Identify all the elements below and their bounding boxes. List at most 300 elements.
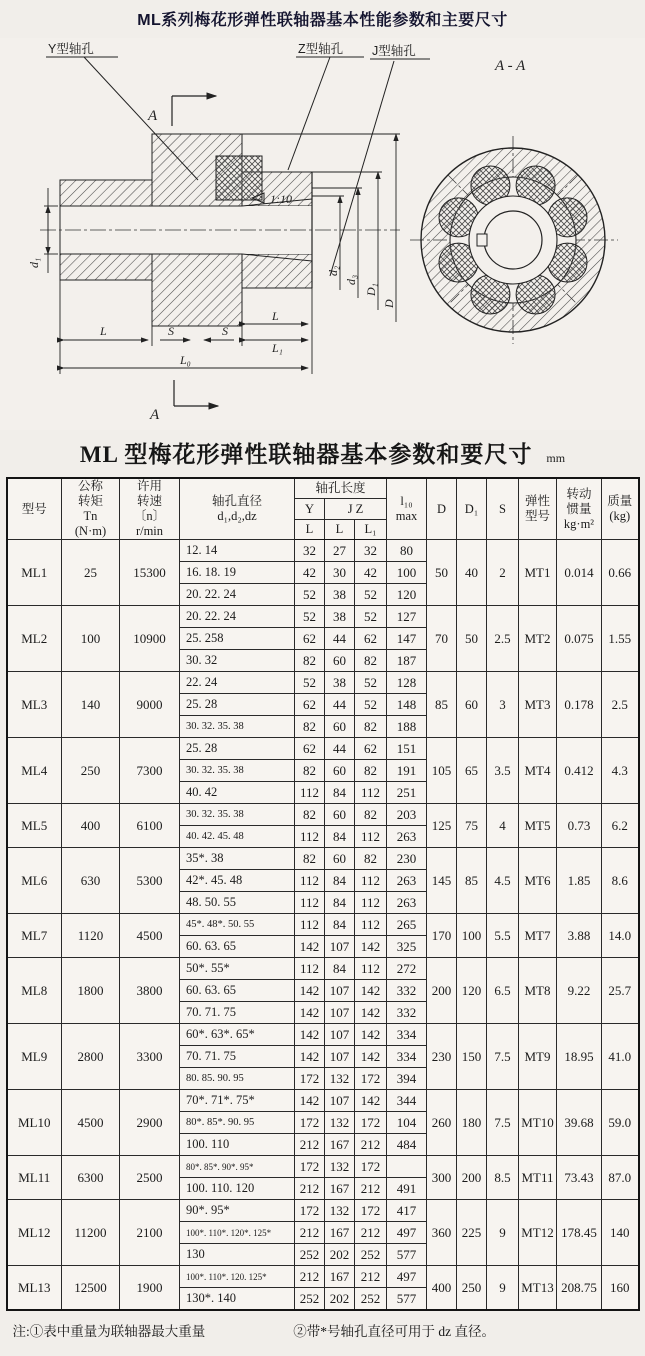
cell-bore-diameters: 80*. 85*. 90. 95 [180, 1112, 295, 1134]
cell-length-j: 44 [325, 628, 355, 650]
cell-bore-diameters: 70. 71. 75 [180, 1046, 295, 1068]
cell-speed: 2900 [120, 1090, 180, 1156]
cell-length-j: 27 [325, 540, 355, 562]
col-bore-length: 轴孔长度 [295, 478, 387, 499]
cell-length-y: 42 [295, 562, 325, 584]
cell-D1: 60 [457, 672, 487, 738]
cell-D: 85 [427, 672, 457, 738]
cell-D1: 250 [457, 1266, 487, 1311]
cell-mass: 2.5 [602, 672, 639, 738]
cell-torque: 25 [62, 540, 120, 606]
cell-torque: 100 [62, 606, 120, 672]
cell-S: 3 [487, 672, 519, 738]
cell-S: 2 [487, 540, 519, 606]
col-S: S [487, 478, 519, 540]
table-row [7, 1090, 639, 1112]
cell-length-j: 84 [325, 892, 355, 914]
cell-l10-max: 263 [387, 892, 427, 914]
cell-l10-max: 272 [387, 958, 427, 980]
table-row [7, 1024, 639, 1046]
cell-speed: 15300 [120, 540, 180, 606]
cell-length-z: 112 [355, 782, 387, 804]
cell-l10-max: 128 [387, 672, 427, 694]
cell-length-y: 172 [295, 1068, 325, 1090]
cell-bore-diameters: 100*. 110*. 120. 125* [180, 1266, 295, 1288]
cell-D1: 200 [457, 1156, 487, 1200]
taper-label: 1:10 [270, 192, 292, 206]
cell-D: 200 [427, 958, 457, 1024]
cell-speed: 5300 [120, 848, 180, 914]
cell-D: 125 [427, 804, 457, 848]
cell-mass: 59.0 [602, 1090, 639, 1156]
spec-table [6, 477, 640, 1311]
table-row [7, 1156, 639, 1178]
cell-S: 8.5 [487, 1156, 519, 1200]
dim-d2: d₂ [326, 265, 340, 276]
cell-length-y: 212 [295, 1222, 325, 1244]
cell-bore-diameters: 90*. 95* [180, 1200, 295, 1222]
cell-length-j: 60 [325, 716, 355, 738]
cell-l10-max: 491 [387, 1178, 427, 1200]
cell-S: 9 [487, 1266, 519, 1311]
cell-model: ML12 [7, 1200, 62, 1266]
cell-torque: 11200 [62, 1200, 120, 1266]
table-body [7, 540, 639, 1311]
cell-model: ML11 [7, 1156, 62, 1200]
col-len-j: L [325, 519, 355, 539]
cell-D: 360 [427, 1200, 457, 1266]
cell-length-j: 84 [325, 914, 355, 936]
cell-length-j: 44 [325, 738, 355, 760]
dim-L-left: L [100, 324, 107, 338]
cell-model: ML9 [7, 1024, 62, 1090]
cell-inertia: 0.412 [557, 738, 602, 804]
cell-D1: 40 [457, 540, 487, 606]
cell-length-y: 112 [295, 892, 325, 914]
cell-bore-diameters: 12. 14 [180, 540, 295, 562]
cell-bore-diameters: 80*. 85*. 90*. 95* [180, 1156, 295, 1178]
footnote-2: ②带*号轴孔直径可用于 dz 直径。 [293, 1324, 496, 1339]
cell-l10-max: 325 [387, 936, 427, 958]
cell-bore-diameters: 60*. 63*. 65* [180, 1024, 295, 1046]
footnote [13, 1320, 633, 1340]
cell-l10-max: 151 [387, 738, 427, 760]
cell-length-y: 142 [295, 1046, 325, 1068]
cell-bore-diameters: 100. 110. 120 [180, 1178, 295, 1200]
cell-length-z: 82 [355, 848, 387, 870]
col-torque: 公称 转矩 Tn (N·m) [62, 478, 120, 540]
cell-D: 170 [427, 914, 457, 958]
cell-length-y: 142 [295, 1090, 325, 1112]
cell-length-z: 62 [355, 628, 387, 650]
cell-bore-diameters: 70. 71. 75 [180, 1002, 295, 1024]
cell-length-z: 252 [355, 1288, 387, 1311]
cell-model: ML10 [7, 1090, 62, 1156]
cell-length-y: 212 [295, 1178, 325, 1200]
table-row [7, 1266, 639, 1288]
cell-elastic-model: MT13 [519, 1266, 557, 1311]
table-row [7, 958, 639, 980]
coupling-section-view [40, 134, 400, 326]
cell-inertia: 0.075 [557, 606, 602, 672]
cell-length-y: 112 [295, 958, 325, 980]
cell-length-z: 52 [355, 584, 387, 606]
cell-length-y: 212 [295, 1266, 325, 1288]
col-len-z: L₁ [355, 519, 387, 539]
elastic-spider-section [216, 156, 262, 200]
cell-length-z: 62 [355, 738, 387, 760]
cell-length-y: 142 [295, 936, 325, 958]
cell-length-y: 172 [295, 1112, 325, 1134]
cell-inertia: 0.014 [557, 540, 602, 606]
cell-length-y: 82 [295, 848, 325, 870]
cell-elastic-model: MT5 [519, 804, 557, 848]
cell-model: ML6 [7, 848, 62, 914]
cell-l10-max: 104 [387, 1112, 427, 1134]
cell-length-y: 82 [295, 760, 325, 782]
table-row [7, 1200, 639, 1222]
y-bore-label: Y型轴孔 [48, 42, 94, 56]
cell-length-j: 202 [325, 1288, 355, 1311]
cell-length-j: 167 [325, 1134, 355, 1156]
keyway [477, 234, 487, 246]
col-D: D [427, 478, 457, 540]
cell-length-y: 82 [295, 650, 325, 672]
cell-length-z: 142 [355, 1090, 387, 1112]
cell-elastic-model: MT3 [519, 672, 557, 738]
cell-S: 2.5 [487, 606, 519, 672]
cell-length-z: 32 [355, 540, 387, 562]
cell-bore-diameters: 25. 258 [180, 628, 295, 650]
cell-speed: 9000 [120, 672, 180, 738]
cell-l10-max: 120 [387, 584, 427, 606]
cell-l10-max: 80 [387, 540, 427, 562]
cell-mass: 1.55 [602, 606, 639, 672]
cell-length-z: 142 [355, 980, 387, 1002]
cell-inertia: 9.22 [557, 958, 602, 1024]
cell-bore-diameters: 48. 50. 55 [180, 892, 295, 914]
section-aa-title: A - A [495, 58, 526, 74]
cell-D: 105 [427, 738, 457, 804]
cell-l10-max: 251 [387, 782, 427, 804]
cell-mass: 0.66 [602, 540, 639, 606]
table-row [7, 914, 639, 936]
cell-D1: 120 [457, 958, 487, 1024]
cell-bore-diameters: 25. 28 [180, 738, 295, 760]
cell-bore-diameters: 40. 42 [180, 782, 295, 804]
cell-l10-max: 265 [387, 914, 427, 936]
cell-length-z: 82 [355, 760, 387, 782]
cell-speed: 7300 [120, 738, 180, 804]
col-bore-diameter: 轴孔直径 d₁,d₂,dz [180, 478, 295, 540]
cell-D1: 50 [457, 606, 487, 672]
cell-S: 4.5 [487, 848, 519, 914]
cell-length-z: 212 [355, 1178, 387, 1200]
cell-length-y: 252 [295, 1244, 325, 1266]
cell-length-z: 112 [355, 892, 387, 914]
cell-bore-diameters: 20. 22. 24 [180, 584, 295, 606]
cell-l10-max: 263 [387, 870, 427, 892]
dim-d1: d₁ [27, 257, 41, 268]
col-inertia: 转动 惯量 kg·m² [557, 478, 602, 540]
cell-length-y: 212 [295, 1134, 325, 1156]
technical-drawing [0, 38, 645, 430]
cell-length-y: 142 [295, 1024, 325, 1046]
cell-mass: 87.0 [602, 1156, 639, 1200]
cell-speed: 3300 [120, 1024, 180, 1090]
cell-torque: 4500 [62, 1090, 120, 1156]
col-D1: D₁ [457, 478, 487, 540]
col-mass: 质量 (kg) [602, 478, 639, 540]
table-row [7, 848, 639, 870]
cell-length-y: 62 [295, 738, 325, 760]
cell-model: ML2 [7, 606, 62, 672]
cell-length-j: 167 [325, 1178, 355, 1200]
j-bore-label: J型轴孔 [372, 44, 416, 58]
cell-length-j: 84 [325, 826, 355, 848]
cell-l10-max: 332 [387, 980, 427, 1002]
cell-S: 4 [487, 804, 519, 848]
cell-model: ML13 [7, 1266, 62, 1311]
cell-mass: 25.7 [602, 958, 639, 1024]
cell-torque: 140 [62, 672, 120, 738]
cell-bore-diameters: 60. 63. 65 [180, 936, 295, 958]
cell-inertia: 0.178 [557, 672, 602, 738]
cell-inertia: 3.88 [557, 914, 602, 958]
cell-speed: 6100 [120, 804, 180, 848]
footnote-1: 注:①表中重量为联轴器最大重量 [12, 1324, 206, 1339]
cell-length-j: 132 [325, 1112, 355, 1134]
col-y: Y [295, 499, 325, 519]
cell-S: 7.5 [487, 1090, 519, 1156]
cell-mass: 140 [602, 1200, 639, 1266]
cell-length-j: 107 [325, 1046, 355, 1068]
table-title-row [0, 436, 645, 469]
cell-S: 6.5 [487, 958, 519, 1024]
cell-bore-diameters: 130 [180, 1244, 295, 1266]
cell-length-j: 44 [325, 694, 355, 716]
cell-bore-diameters: 30. 32. 35. 38 [180, 760, 295, 782]
cell-D1: 225 [457, 1200, 487, 1266]
cell-length-z: 52 [355, 606, 387, 628]
cell-length-y: 52 [295, 606, 325, 628]
cell-speed: 1900 [120, 1266, 180, 1311]
cell-l10-max: 147 [387, 628, 427, 650]
cell-elastic-model: MT7 [519, 914, 557, 958]
cell-length-y: 112 [295, 782, 325, 804]
cell-length-y: 142 [295, 980, 325, 1002]
cell-l10-max: 332 [387, 1002, 427, 1024]
cell-speed: 2100 [120, 1200, 180, 1266]
page-title: ML系列梅花形弹性联轴器基本性能参数和主要尺寸 [137, 12, 508, 29]
cell-inertia: 0.73 [557, 804, 602, 848]
cell-length-y: 172 [295, 1200, 325, 1222]
cell-torque: 12500 [62, 1266, 120, 1311]
cell-length-z: 142 [355, 1046, 387, 1068]
table-row [7, 606, 639, 628]
cell-length-j: 167 [325, 1222, 355, 1244]
cell-elastic-model: MT11 [519, 1156, 557, 1200]
cell-D1: 65 [457, 738, 487, 804]
table-header [7, 478, 639, 540]
cell-length-j: 60 [325, 804, 355, 826]
cell-length-j: 38 [325, 672, 355, 694]
cell-l10-max: 203 [387, 804, 427, 826]
cell-torque: 2800 [62, 1024, 120, 1090]
col-len-y: L [295, 519, 325, 539]
cell-D: 230 [427, 1024, 457, 1090]
cell-D: 400 [427, 1266, 457, 1311]
cell-bore-diameters: 45*. 48*. 50. 55 [180, 914, 295, 936]
dim-D1: D₁ [364, 283, 378, 296]
dim-L1: L₁ [272, 341, 283, 355]
dim-D: D [382, 299, 396, 308]
cell-length-y: 112 [295, 870, 325, 892]
cell-model: ML3 [7, 672, 62, 738]
cell-torque: 1800 [62, 958, 120, 1024]
cell-torque: 250 [62, 738, 120, 804]
cell-inertia: 18.95 [557, 1024, 602, 1090]
cell-length-j: 202 [325, 1244, 355, 1266]
cell-length-z: 142 [355, 1024, 387, 1046]
cell-elastic-model: MT8 [519, 958, 557, 1024]
cell-length-j: 38 [325, 606, 355, 628]
cell-length-z: 142 [355, 1002, 387, 1024]
cell-bore-diameters: 50*. 55* [180, 958, 295, 980]
coupling-drawing-svg [0, 38, 645, 430]
cell-l10-max: 148 [387, 694, 427, 716]
cell-mass: 41.0 [602, 1024, 639, 1090]
cell-D: 300 [427, 1156, 457, 1200]
cell-elastic-model: MT9 [519, 1024, 557, 1090]
cell-inertia: 208.75 [557, 1266, 602, 1311]
section-mark-bottom: A [150, 407, 160, 423]
cell-l10-max: 497 [387, 1266, 427, 1288]
cell-inertia: 39.68 [557, 1090, 602, 1156]
cell-D1: 75 [457, 804, 487, 848]
cell-S: 7.5 [487, 1024, 519, 1090]
col-elastic-model: 弹性 型号 [519, 478, 557, 540]
cell-length-y: 52 [295, 672, 325, 694]
cell-bore-diameters: 60. 63. 65 [180, 980, 295, 1002]
cell-length-z: 112 [355, 870, 387, 892]
cell-torque: 6300 [62, 1156, 120, 1200]
cell-l10-max: 334 [387, 1046, 427, 1068]
cell-length-z: 172 [355, 1112, 387, 1134]
table-row [7, 540, 639, 562]
dim-S-right: S [222, 324, 228, 338]
cell-length-z: 112 [355, 826, 387, 848]
cell-torque: 1120 [62, 914, 120, 958]
cell-length-j: 107 [325, 1024, 355, 1046]
cell-length-j: 132 [325, 1200, 355, 1222]
cell-l10-max: 417 [387, 1200, 427, 1222]
cell-length-z: 82 [355, 804, 387, 826]
cell-length-j: 107 [325, 936, 355, 958]
cell-speed: 4500 [120, 914, 180, 958]
cell-length-z: 172 [355, 1200, 387, 1222]
cell-inertia: 1.85 [557, 848, 602, 914]
cell-length-j: 132 [325, 1068, 355, 1090]
cell-length-j: 60 [325, 760, 355, 782]
cell-l10-max: 127 [387, 606, 427, 628]
cell-bore-diameters: 130*. 140 [180, 1288, 295, 1311]
section-aa-view [410, 58, 618, 344]
cell-length-z: 172 [355, 1156, 387, 1178]
col-speed: 许用 转速 〔n〕 r/min [120, 478, 180, 540]
cell-length-y: 52 [295, 584, 325, 606]
cell-length-j: 60 [325, 650, 355, 672]
cell-mass: 160 [602, 1266, 639, 1311]
table-row [7, 804, 639, 826]
cell-l10-max: 263 [387, 826, 427, 848]
cell-bore-diameters: 20. 22. 24 [180, 606, 295, 628]
cell-mass: 6.2 [602, 804, 639, 848]
cell-length-z: 142 [355, 936, 387, 958]
cell-D: 50 [427, 540, 457, 606]
cell-elastic-model: MT4 [519, 738, 557, 804]
cell-D: 260 [427, 1090, 457, 1156]
cell-length-z: 112 [355, 958, 387, 980]
cell-bore-diameters: 25. 28 [180, 694, 295, 716]
cell-elastic-model: MT10 [519, 1090, 557, 1156]
cell-l10-max: 191 [387, 760, 427, 782]
cell-l10-max: 497 [387, 1222, 427, 1244]
cell-inertia: 73.43 [557, 1156, 602, 1200]
cell-length-j: 107 [325, 1002, 355, 1024]
cell-length-y: 142 [295, 1002, 325, 1024]
cell-D1: 180 [457, 1090, 487, 1156]
cell-length-j: 30 [325, 562, 355, 584]
cell-torque: 630 [62, 848, 120, 914]
col-model: 型号 [7, 478, 62, 540]
cell-D1: 150 [457, 1024, 487, 1090]
cell-length-y: 112 [295, 826, 325, 848]
cell-l10-max: 577 [387, 1244, 427, 1266]
cell-model: ML1 [7, 540, 62, 606]
cell-length-z: 212 [355, 1222, 387, 1244]
cell-length-j: 38 [325, 584, 355, 606]
cell-bore-diameters: 30. 32. 35. 38 [180, 804, 295, 826]
cell-l10-max: 188 [387, 716, 427, 738]
cell-length-j: 132 [325, 1156, 355, 1178]
cell-inertia: 178.45 [557, 1200, 602, 1266]
cell-length-j: 84 [325, 870, 355, 892]
cell-bore-diameters: 30. 32 [180, 650, 295, 672]
cell-l10-max: 230 [387, 848, 427, 870]
cell-length-y: 82 [295, 804, 325, 826]
cell-length-y: 82 [295, 716, 325, 738]
cell-bore-diameters: 35*. 38 [180, 848, 295, 870]
cell-mass: 4.3 [602, 738, 639, 804]
cell-bore-diameters: 100. 110 [180, 1134, 295, 1156]
cell-speed: 10900 [120, 606, 180, 672]
cell-l10-max: 394 [387, 1068, 427, 1090]
cell-length-y: 62 [295, 694, 325, 716]
dim-S-left: S [168, 324, 174, 338]
cell-bore-diameters: 30. 32. 35. 38 [180, 716, 295, 738]
table-unit: mm [546, 451, 566, 465]
cell-D1: 85 [457, 848, 487, 914]
cell-bore-diameters: 70*. 71*. 75* [180, 1090, 295, 1112]
table-title: ML 型梅花形弹性联轴器基本参数和要尺寸 [79, 442, 533, 467]
cell-S: 3.5 [487, 738, 519, 804]
cell-bore-diameters: 40. 42. 45. 48 [180, 826, 295, 848]
cell-l10-max: 577 [387, 1288, 427, 1311]
cell-length-y: 172 [295, 1156, 325, 1178]
section-mark-top: A [148, 108, 158, 124]
cell-length-z: 52 [355, 694, 387, 716]
